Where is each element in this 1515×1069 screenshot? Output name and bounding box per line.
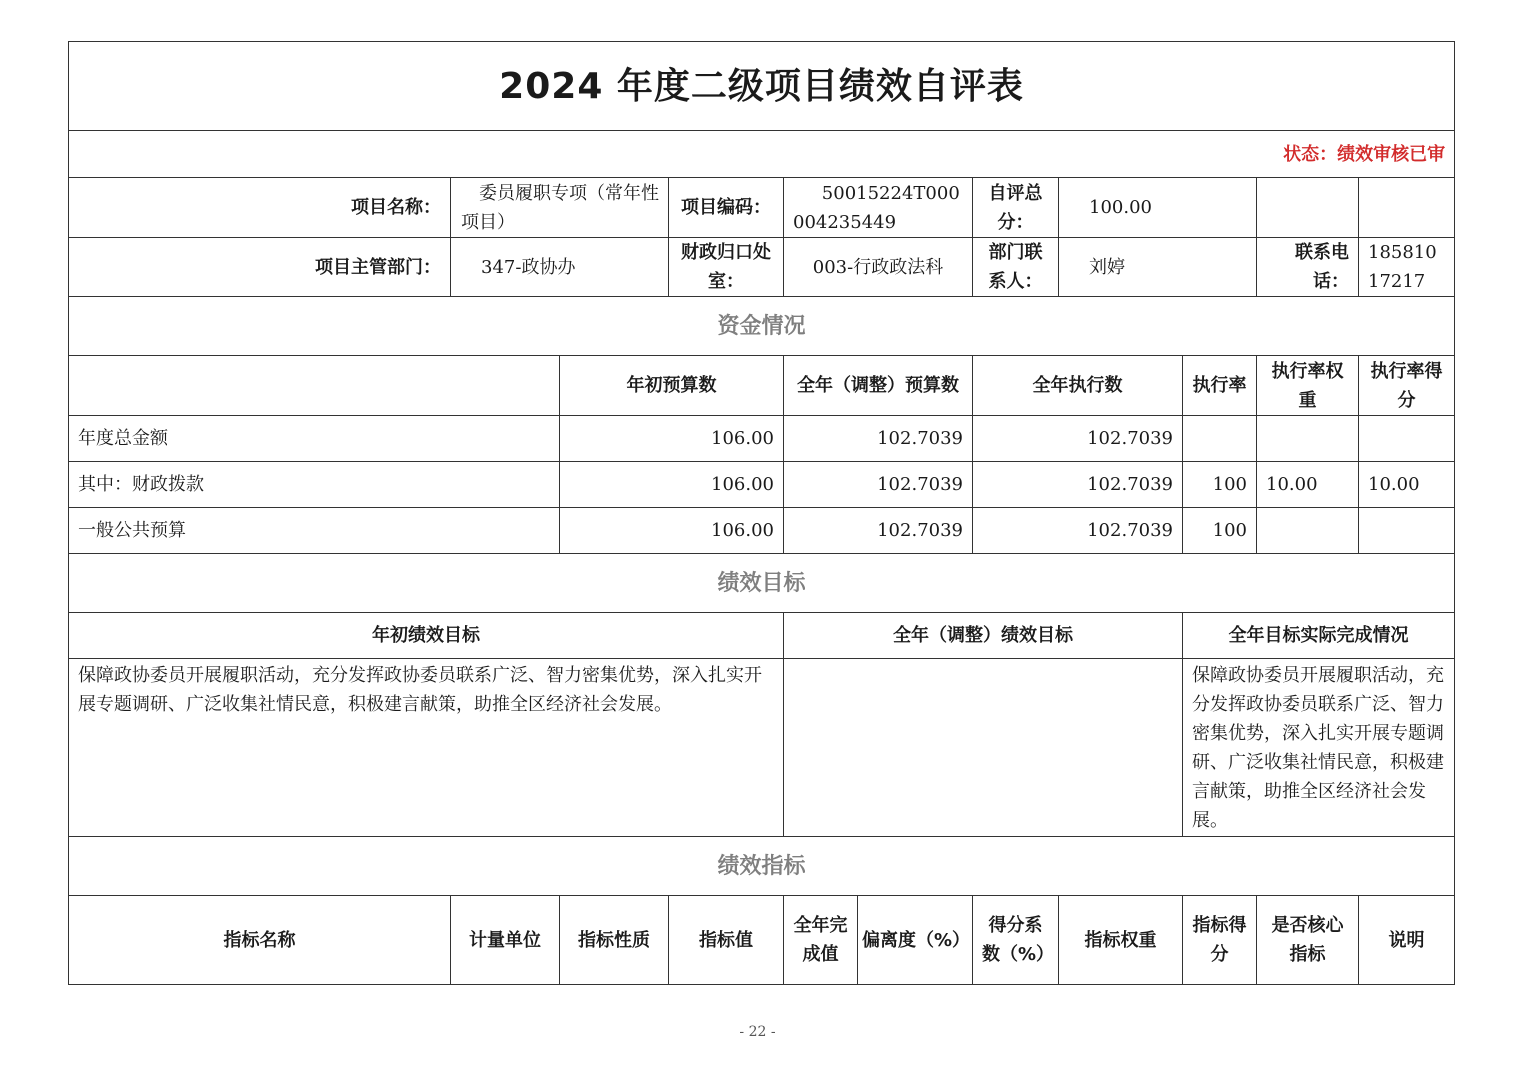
fund-row-executed: 102.7039: [973, 508, 1183, 554]
empty-cell: [1257, 178, 1359, 238]
indicator-header-value: 指标值: [669, 896, 784, 985]
funds-header-initial: 年初预算数: [560, 356, 784, 416]
fund-row-name: 其中：财政拨款: [69, 462, 560, 508]
indicators-section-title: 绩效指标: [69, 837, 1455, 896]
fund-row-weight: [1257, 416, 1359, 462]
funds-header-blank: [69, 356, 560, 416]
fund-row-name: 一般公共预算: [69, 508, 560, 554]
funds-header-executed: 全年执行数: [973, 356, 1183, 416]
goals-header-actual: 全年目标实际完成情况: [1183, 613, 1455, 659]
indicator-header-unit: 计量单位: [451, 896, 560, 985]
project-code-label: 项目编码：: [669, 178, 784, 238]
funds-header-rate: 执行率: [1183, 356, 1257, 416]
indicator-header-core: 是否核心指标: [1257, 896, 1359, 985]
finance-label: 财政归口处室：: [669, 238, 784, 297]
funds-section-title: 资金情况: [69, 297, 1455, 356]
fund-row-initial: 106.00: [560, 462, 784, 508]
fund-row-initial: 106.00: [560, 416, 784, 462]
table-row: [69, 462, 1455, 508]
dept-value: 347-政协办: [451, 238, 669, 297]
fund-row-weight: [1257, 508, 1359, 554]
empty-cell: [1359, 178, 1455, 238]
goals-section-title: 绩效目标: [69, 554, 1455, 613]
finance-value: 003-行政政法科: [784, 238, 973, 297]
fund-row-name: 年度总金额: [69, 416, 560, 462]
indicator-header-completed: 全年完成值: [784, 896, 858, 985]
dept-label: 项目主管部门：: [69, 238, 451, 297]
self-score: 100.00: [1059, 178, 1257, 238]
fund-row-adjusted: 102.7039: [784, 416, 973, 462]
fund-row-rate: 100: [1183, 508, 1257, 554]
status-badge: 状态：绩效审核已审: [69, 131, 1455, 178]
indicator-header-name: 指标名称: [69, 896, 451, 985]
indicator-header-note: 说明: [1359, 896, 1455, 985]
fund-row-adjusted: 102.7039: [784, 462, 973, 508]
fund-row-executed: 102.7039: [973, 462, 1183, 508]
goal-adjusted-text: [784, 659, 1183, 837]
phone-label: 联系电话：: [1257, 238, 1359, 297]
project-code: 50015224T000004235449: [784, 178, 973, 238]
project-name: 委员履职专项（常年性项目）: [451, 178, 669, 238]
indicator-header-weight: 指标权重: [1059, 896, 1183, 985]
fund-row-score: 10.00: [1359, 462, 1455, 508]
fund-row-weight: 10.00: [1257, 462, 1359, 508]
contact-label: 部门联系人：: [973, 238, 1059, 297]
fund-row-score: [1359, 508, 1455, 554]
fund-row-initial: 106.00: [560, 508, 784, 554]
table-row: [69, 416, 1455, 462]
goals-header-initial: 年初绩效目标: [69, 613, 784, 659]
funds-header-weight: 执行率权重: [1257, 356, 1359, 416]
indicator-header-nature: 指标性质: [560, 896, 669, 985]
page-number: - 22 -: [739, 1024, 776, 1040]
fund-row-rate: [1183, 416, 1257, 462]
goal-actual-text: 保障政协委员开展履职活动，充分发挥政协委员联系广泛、智力密集优势，深入扎实开展专题调研、广泛收集社情民意，积极建言献策，助推全区经济社会发展。: [1183, 659, 1455, 837]
goal-initial-text: 保障政协委员开展履职活动，充分发挥政协委员联系广泛、智力密集优势，深入扎实开展专题调研、广泛收集社情民意，积极建言献策，助推全区经济社会发展。: [69, 659, 784, 837]
goals-header-adjusted: 全年（调整）绩效目标: [784, 613, 1183, 659]
contact-value: 刘婷: [1059, 238, 1257, 297]
indicator-header-score: 指标得分: [1183, 896, 1257, 985]
fund-row-adjusted: 102.7039: [784, 508, 973, 554]
evaluation-form: [68, 41, 1454, 985]
funds-header-score: 执行率得分: [1359, 356, 1455, 416]
indicator-header-deviation: 偏离度（%）: [858, 896, 973, 985]
fund-row-executed: 102.7039: [973, 416, 1183, 462]
project-name-label: 项目名称：: [69, 178, 451, 238]
funds-header-adjusted: 全年（调整）预算数: [784, 356, 973, 416]
phone-value: 18581017217: [1359, 238, 1455, 297]
fund-row-rate: 100: [1183, 462, 1257, 508]
self-score-label: 自评总分：: [973, 178, 1059, 238]
fund-row-score: [1359, 416, 1455, 462]
table-row: [69, 508, 1455, 554]
page-title: 2024 年度二级项目绩效自评表: [69, 42, 1455, 131]
indicator-header-coefficient: 得分系数（%）: [973, 896, 1059, 985]
